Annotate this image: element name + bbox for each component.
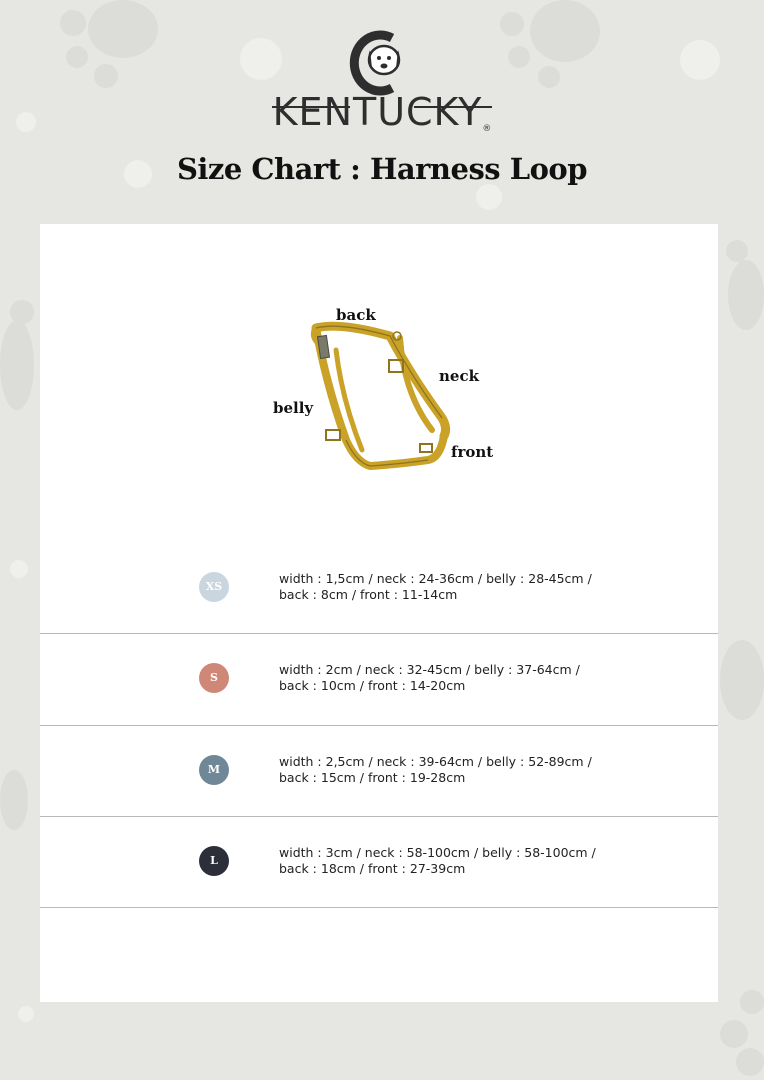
- size-measurements-m: width : 2,5cm / neck : 39-64cm / belly : 52-89cm / back : 15cm / front : 19-28cm: [279, 754, 592, 785]
- size-badge-s: S: [199, 663, 229, 693]
- harness-image: [40, 224, 718, 534]
- size-chart-card: [40, 224, 718, 1002]
- size-measurements-s: width : 2cm / neck : 32-45cm / belly : 37-64cm / back : 10cm / front : 14-20cm: [279, 662, 580, 693]
- size-row-xs: [40, 542, 718, 634]
- size-badge-l: L: [199, 846, 229, 876]
- size-measurements-xs: width : 1,5cm / neck : 24-36cm / belly : 28-45cm / back : 8cm / front : 11-14cm: [279, 571, 592, 602]
- brand-name: KENTUCKY®: [272, 90, 492, 134]
- label-front: front: [451, 443, 494, 461]
- size-badge-xs: XS: [199, 572, 229, 602]
- harness-diagram: [40, 224, 718, 534]
- label-neck: neck: [439, 367, 479, 385]
- size-badge-m: M: [199, 755, 229, 785]
- size-row-l: [40, 816, 718, 908]
- brand-logo: [0, 20, 764, 140]
- size-measurements-l: width : 3cm / neck : 58-100cm / belly : 58-100cm / back : 18cm / front : 27-39cm: [279, 845, 596, 876]
- page-title: Size Chart : Harness Loop: [176, 152, 588, 186]
- label-belly: belly: [273, 399, 314, 417]
- size-row-s: [40, 634, 718, 726]
- size-row-m: [40, 725, 718, 817]
- label-back: back: [336, 306, 376, 324]
- dog-logo-icon: [340, 26, 412, 98]
